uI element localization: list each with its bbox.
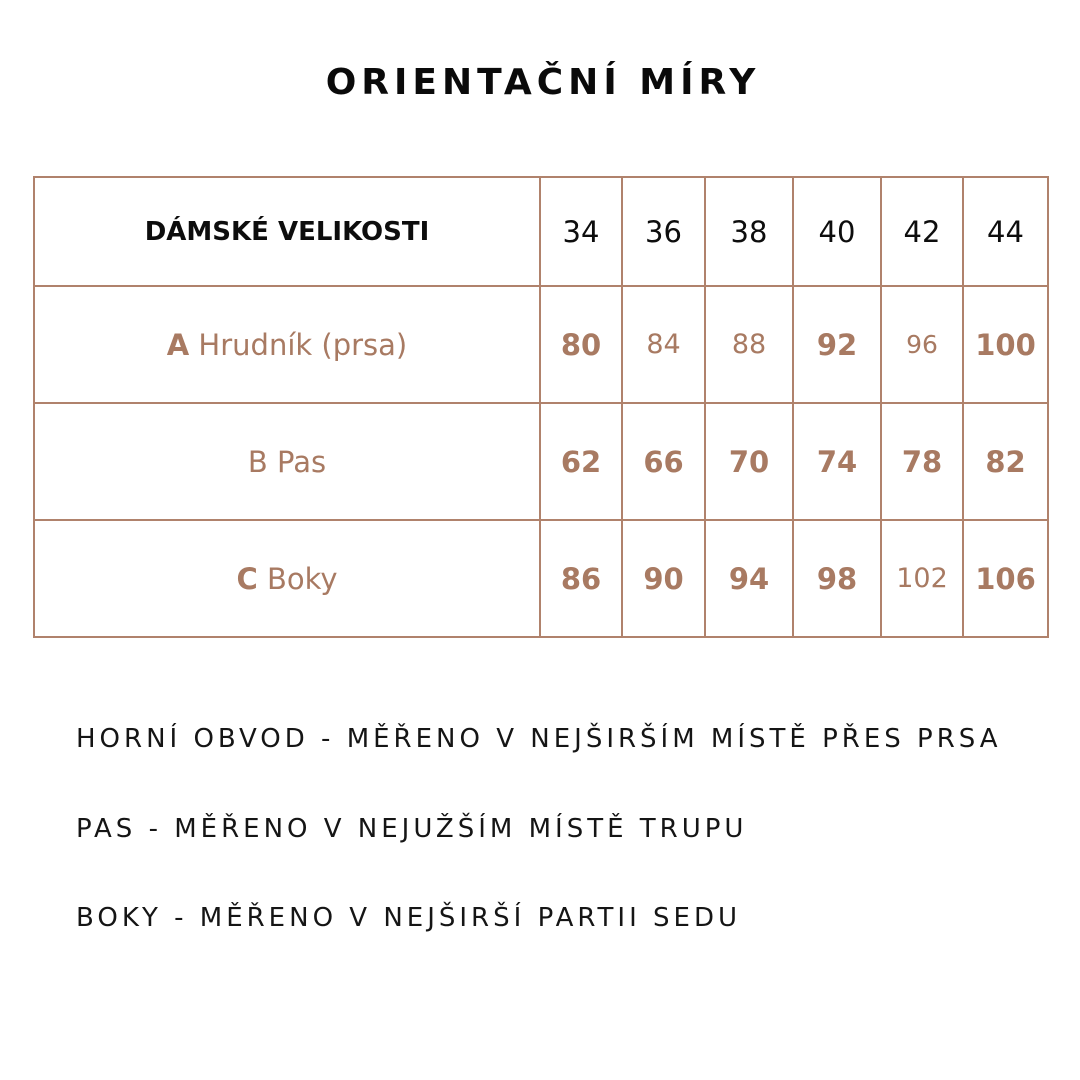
row-label-cell <box>34 520 540 637</box>
row-label-cell <box>34 286 540 403</box>
size-cell <box>540 177 622 286</box>
table-row-chest <box>34 286 1048 403</box>
value: 74 <box>816 444 858 479</box>
page-title: ORIENTAČNÍ MÍRY <box>325 62 761 103</box>
note-waist: PAS - MĚŘENO V NEJUŽŠÍM MÍSTĚ TRUPU <box>76 814 748 844</box>
row-name: Boky <box>266 561 338 596</box>
table-header-row <box>34 177 1048 286</box>
size-34: 34 <box>562 214 600 249</box>
value: 96 <box>906 330 938 359</box>
value-cell <box>540 520 622 637</box>
size-table <box>33 176 1049 638</box>
row-label-waist <box>248 445 326 479</box>
value-cell <box>793 286 881 403</box>
header-label-cell <box>34 177 540 286</box>
value: 82 <box>985 444 1026 479</box>
size-cell <box>705 177 793 286</box>
table-row-waist <box>34 403 1048 520</box>
value: 84 <box>646 329 681 360</box>
row-label-cell <box>34 403 540 520</box>
value: 90 <box>643 561 684 596</box>
size-38: 38 <box>730 214 768 249</box>
value-cell <box>963 403 1048 520</box>
size-cell <box>793 177 881 286</box>
table-row-hips <box>34 520 1048 637</box>
value: 106 <box>975 561 1036 596</box>
value: 100 <box>975 327 1036 362</box>
size-cell <box>881 177 963 286</box>
value: 70 <box>728 444 770 479</box>
value: 80 <box>560 327 602 362</box>
value: 78 <box>901 444 943 479</box>
value: 86 <box>560 561 602 596</box>
value-cell <box>881 403 963 520</box>
value-cell <box>793 403 881 520</box>
size-40: 40 <box>818 214 856 249</box>
size-44: 44 <box>987 214 1024 249</box>
value-cell <box>622 403 705 520</box>
row-letter: C <box>236 561 258 596</box>
row-label-hips <box>236 562 337 596</box>
value: 102 <box>896 563 948 594</box>
row-letter: B <box>247 444 268 479</box>
value-cell <box>540 403 622 520</box>
row-letter: A <box>166 327 190 362</box>
value-cell <box>881 286 963 403</box>
size-cell <box>622 177 705 286</box>
value: 92 <box>816 327 858 362</box>
value-cell <box>705 520 793 637</box>
value: 94 <box>728 561 770 596</box>
value: 62 <box>560 444 602 479</box>
value-cell <box>963 286 1048 403</box>
value-cell <box>793 520 881 637</box>
value-cell <box>622 286 705 403</box>
value: 66 <box>643 444 684 479</box>
value-cell <box>705 286 793 403</box>
size-36: 36 <box>645 214 682 249</box>
value-cell <box>622 520 705 637</box>
note-hips: BOKY - MĚŘENO V NEJŠIRŠÍ PARTII SEDU <box>76 903 742 933</box>
header-label: DÁMSKÉ VELIKOSTI <box>144 216 430 247</box>
value-cell <box>881 520 963 637</box>
row-name: Hrudník (prsa) <box>198 327 408 362</box>
row-label-chest <box>167 328 407 362</box>
note-chest: HORNÍ OBVOD - MĚŘENO V NEJŠIRŠÍM MÍSTĚ PŘES PRSA <box>76 724 1002 754</box>
value-cell <box>705 403 793 520</box>
value: 98 <box>816 561 858 596</box>
value-cell <box>540 286 622 403</box>
size-cell <box>963 177 1048 286</box>
value-cell <box>963 520 1048 637</box>
value: 88 <box>731 329 767 360</box>
row-name: Pas <box>277 444 327 479</box>
size-42: 42 <box>903 214 941 249</box>
